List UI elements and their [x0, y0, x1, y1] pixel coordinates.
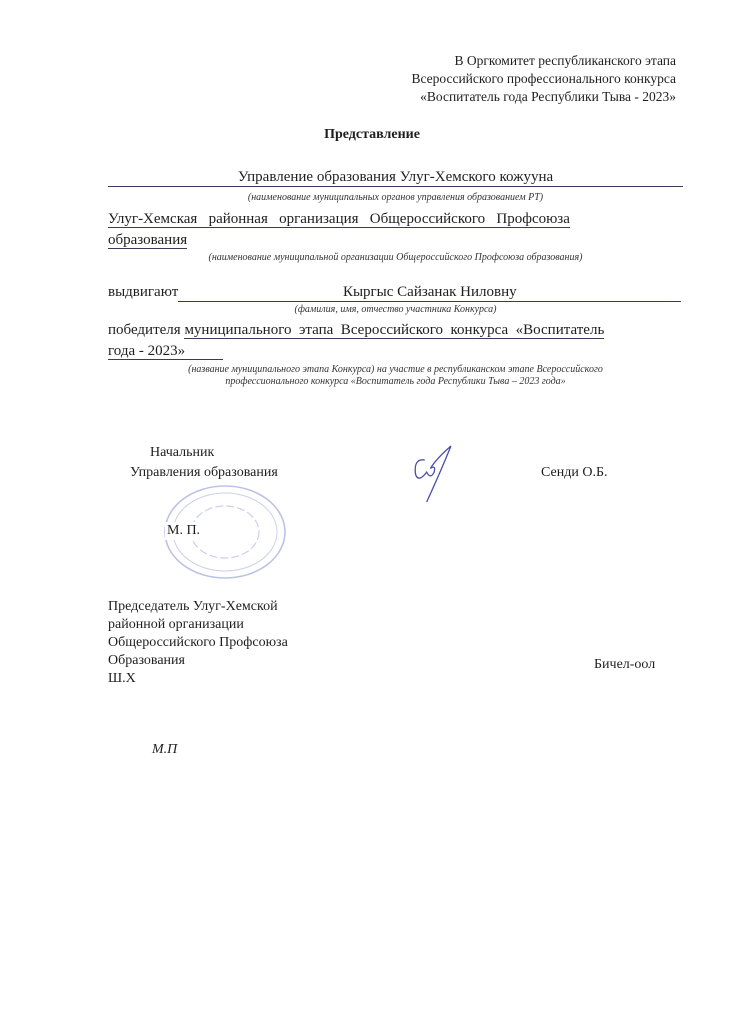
sig1-stamp-label: М. П. — [167, 523, 201, 538]
winner-caption-1: (название муниципального этапа Конкурса) на участие в республиканском этапе Всероссийского — [188, 364, 603, 375]
union-org-line-2 — [108, 231, 683, 249]
addressee-line-1: В Оргкомитет республиканского этапа — [454, 53, 676, 68]
union-org-value-2: образования — [108, 232, 188, 248]
sig2-position-3: Общероссийского Профсоюза — [108, 635, 288, 650]
nominee-line — [108, 283, 683, 302]
document-title: Представление — [324, 127, 420, 142]
sig2-stamp-label: М.П — [152, 742, 178, 757]
union-org-caption: (наименование муниципальной организации Общероссийского Профсоюза образования) — [208, 252, 583, 263]
management-body-field — [108, 168, 683, 187]
addressee-line-3: «Воспитатель года Республики Тыва - 2023» — [420, 89, 676, 104]
winner-caption — [108, 364, 683, 388]
sig2-position-1: Председатель Улуг-Хемской — [108, 599, 278, 614]
sig2-position — [108, 598, 288, 688]
winner-line-1 — [108, 321, 683, 339]
handwritten-signature-icon — [408, 440, 464, 508]
winner-line-2 — [108, 342, 683, 360]
management-body-caption: (наименование муниципальных органов управления образованием РТ) — [247, 192, 544, 203]
winner-value-2: года - 2023» — [108, 343, 223, 360]
sig2-name: Бичел-оол — [594, 657, 656, 672]
sig2-position-4: Образования — [108, 653, 185, 668]
winner-prefix: победителя — [108, 322, 181, 338]
addressee-block — [411, 52, 676, 106]
sig1-position-1: Начальник — [150, 445, 215, 460]
union-org-value-1: Улуг-Хемская районная организация Общероссийского Профсоюза — [108, 211, 570, 227]
union-org-line-1 — [108, 210, 683, 228]
winner-caption-2: профессионального конкурса «Воспитатель года Республики Тыва – 2023 года» — [225, 376, 566, 387]
sig2-position-5: Ш.Х — [108, 671, 136, 686]
sig2-position-2: районной организации — [108, 617, 244, 632]
addressee-line-2: Всероссийского профессионального конкурса — [411, 71, 676, 86]
nominee-value: Кыргыс Сайзанак Ниловну — [178, 283, 681, 302]
management-body-value: Управление образования Улуг-Хемского кожууна — [237, 169, 554, 185]
nominee-prefix: выдвигают — [108, 284, 179, 300]
sig1-name: Сенди О.Б. — [541, 465, 608, 480]
winner-value-1: муниципального этапа Всероссийского конкурса «Воспитатель — [184, 322, 605, 338]
nominee-caption: (фамилия, имя, отчество участника Конкурса) — [294, 304, 497, 315]
sig1-position-2: Управления образования — [130, 465, 278, 480]
